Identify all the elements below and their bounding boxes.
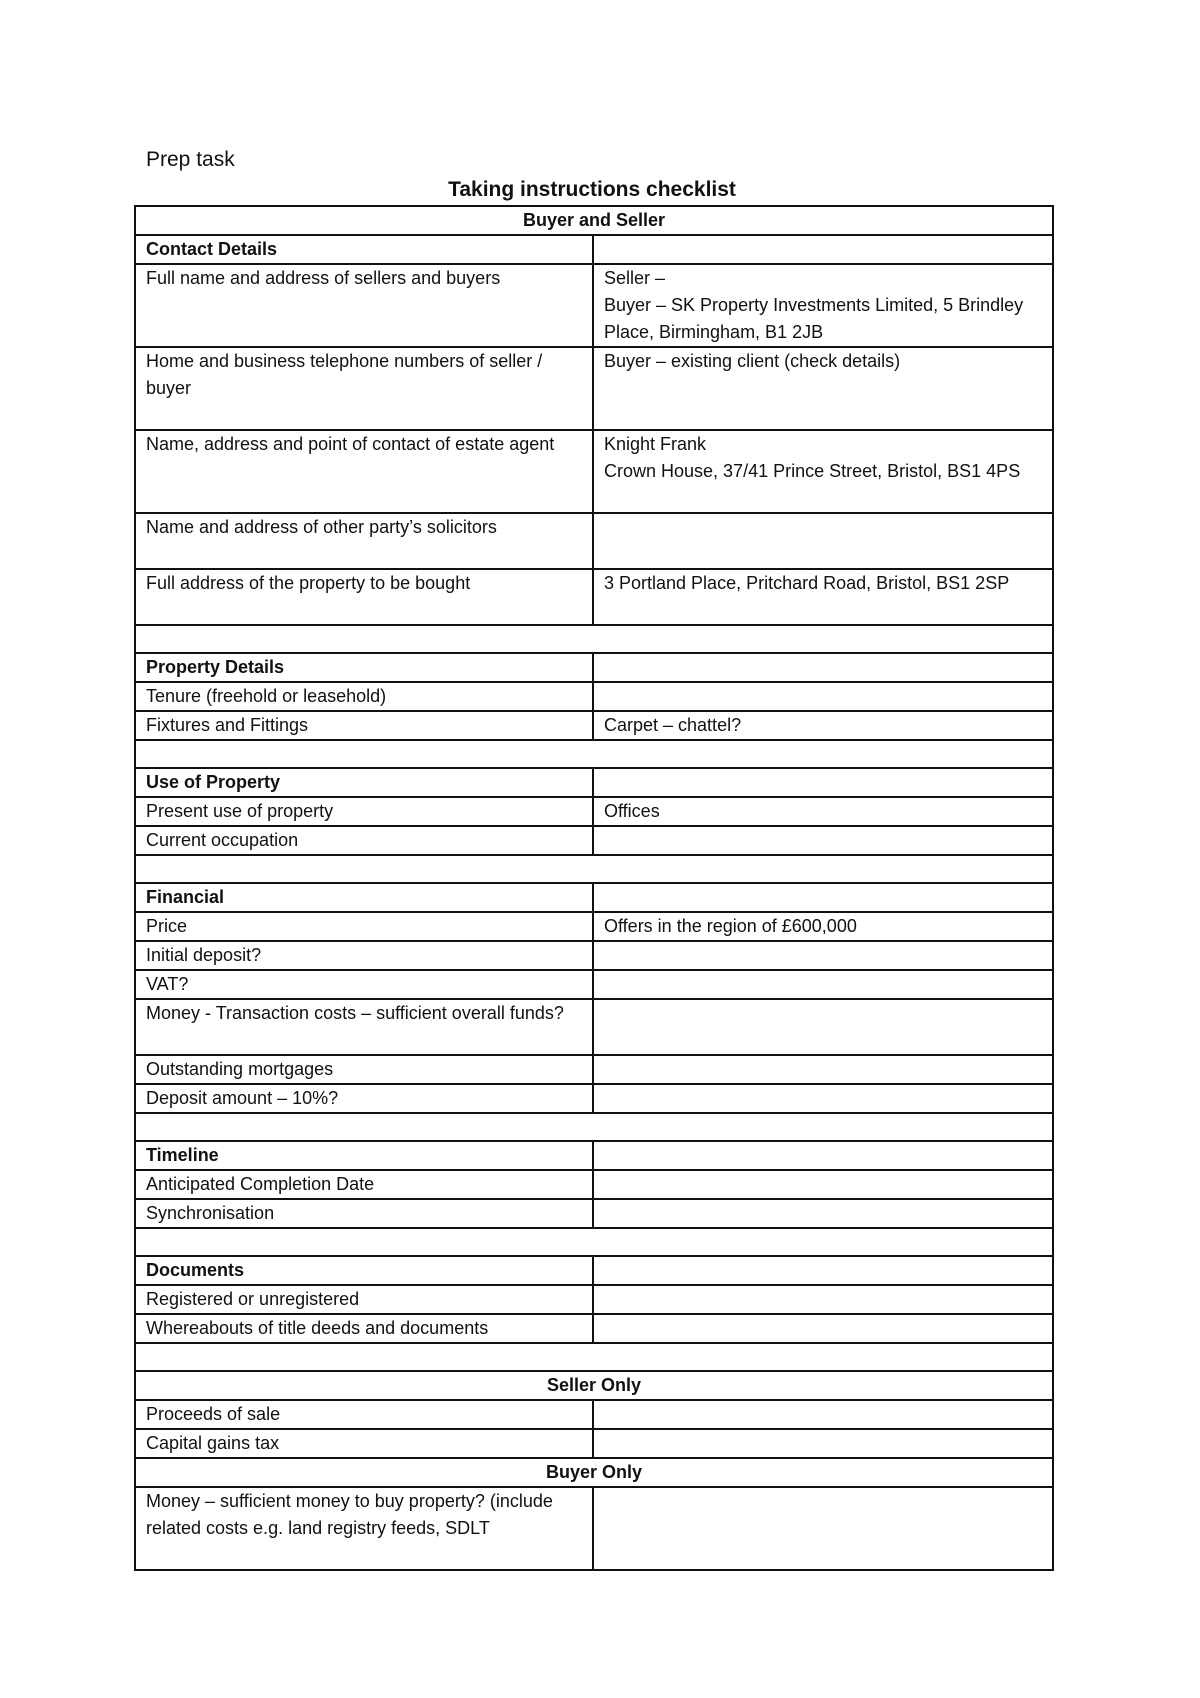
item-label: Money – sufficient money to buy property? (include related costs e.g. land registry feeds, SDLT [135, 1487, 593, 1570]
spacer-cell [135, 1228, 1053, 1256]
spacer-cell [135, 740, 1053, 768]
item-label: Home and business telephone numbers of seller / buyer [135, 347, 593, 430]
banner-heading: Buyer and Seller [135, 206, 1053, 235]
item-label: Present use of property [135, 797, 593, 826]
item-value [593, 1285, 1053, 1314]
checklist-row [135, 264, 1053, 347]
checklist-row [135, 711, 1053, 740]
item-value [593, 883, 1053, 912]
banner-row [135, 1371, 1053, 1400]
spacer-row [135, 1113, 1053, 1141]
spacer-cell [135, 1343, 1053, 1371]
item-label: Capital gains tax [135, 1429, 593, 1458]
item-label: Money - Transaction costs – sufficient overall funds? [135, 999, 593, 1055]
spacer-cell [135, 855, 1053, 883]
checklist-row [135, 826, 1053, 855]
checklist-row [135, 569, 1053, 625]
checklist-row [135, 912, 1053, 941]
section-heading: Use of Property [135, 768, 593, 797]
prep-task-label: Prep task [146, 148, 235, 171]
item-value: Offices [593, 797, 1053, 826]
item-label: Tenure (freehold or leasehold) [135, 682, 593, 711]
checklist-row [135, 1487, 1053, 1570]
item-label: Initial deposit? [135, 941, 593, 970]
spacer-cell [135, 1113, 1053, 1141]
section-row [135, 653, 1053, 682]
item-label: Synchronisation [135, 1199, 593, 1228]
spacer-row [135, 1228, 1053, 1256]
item-value: 3 Portland Place, Pritchard Road, Bristol, BS1 2SP [593, 569, 1053, 625]
item-value [593, 1429, 1053, 1458]
item-value: Offers in the region of £600,000 [593, 912, 1053, 941]
item-label: Proceeds of sale [135, 1400, 593, 1429]
section-heading: Property Details [135, 653, 593, 682]
item-label: Name and address of other party’s solicitors [135, 513, 593, 569]
checklist-row [135, 999, 1053, 1055]
item-value [593, 1199, 1053, 1228]
checklist-row [135, 1055, 1053, 1084]
item-label: Registered or unregistered [135, 1285, 593, 1314]
item-value [593, 970, 1053, 999]
section-heading: Financial [135, 883, 593, 912]
item-value [593, 826, 1053, 855]
checklist-row [135, 1400, 1053, 1429]
item-value [593, 682, 1053, 711]
checklist-row [135, 513, 1053, 569]
spacer-row [135, 855, 1053, 883]
item-value: Carpet – chattel? [593, 711, 1053, 740]
item-label: Current occupation [135, 826, 593, 855]
item-value [593, 1170, 1053, 1199]
instructions-checklist-table [134, 205, 1054, 1571]
spacer-row [135, 625, 1053, 653]
banner-row [135, 206, 1053, 235]
section-row [135, 768, 1053, 797]
spacer-cell [135, 625, 1053, 653]
checklist-row [135, 1170, 1053, 1199]
checklist-row [135, 1314, 1053, 1343]
section-row [135, 1141, 1053, 1170]
section-heading: Contact Details [135, 235, 593, 264]
item-value [593, 1400, 1053, 1429]
section-row [135, 235, 1053, 264]
item-value [593, 999, 1053, 1055]
checklist-row [135, 797, 1053, 826]
banner-row [135, 1458, 1053, 1487]
item-value [593, 1487, 1053, 1570]
checklist-row [135, 1199, 1053, 1228]
item-value [593, 653, 1053, 682]
item-value: Knight Frank Crown House, 37/41 Prince Street, Bristol, BS1 4PS [593, 430, 1053, 513]
item-label: Fixtures and Fittings [135, 711, 593, 740]
item-label: Full address of the property to be bought [135, 569, 593, 625]
item-label: Full name and address of sellers and buyers [135, 264, 593, 347]
banner-heading: Buyer Only [135, 1458, 1053, 1487]
banner-heading: Seller Only [135, 1371, 1053, 1400]
section-heading: Timeline [135, 1141, 593, 1170]
item-value [593, 513, 1053, 569]
item-label: Price [135, 912, 593, 941]
checklist-row [135, 1285, 1053, 1314]
document-title: Taking instructions checklist [448, 178, 736, 201]
item-label: Whereabouts of title deeds and documents [135, 1314, 593, 1343]
checklist-row [135, 1084, 1053, 1113]
checklist-row [135, 430, 1053, 513]
item-value [593, 941, 1053, 970]
spacer-row [135, 1343, 1053, 1371]
item-value: Buyer – existing client (check details) [593, 347, 1053, 430]
item-value [593, 1141, 1053, 1170]
item-value [593, 768, 1053, 797]
item-label: VAT? [135, 970, 593, 999]
item-label: Outstanding mortgages [135, 1055, 593, 1084]
item-value [593, 1084, 1053, 1113]
checklist-row [135, 941, 1053, 970]
checklist-row [135, 1429, 1053, 1458]
checklist-row [135, 347, 1053, 430]
item-label: Anticipated Completion Date [135, 1170, 593, 1199]
checklist-body [135, 206, 1053, 1570]
spacer-row [135, 740, 1053, 768]
section-row [135, 1256, 1053, 1285]
section-heading: Documents [135, 1256, 593, 1285]
checklist-row [135, 682, 1053, 711]
item-value: Seller – Buyer – SK Property Investments Limited, 5 Brindley Place, Birmingham, B1 2JB [593, 264, 1053, 347]
item-label: Deposit amount – 10%? [135, 1084, 593, 1113]
item-value [593, 1314, 1053, 1343]
section-row [135, 883, 1053, 912]
item-value [593, 235, 1053, 264]
item-value [593, 1256, 1053, 1285]
checklist-row [135, 970, 1053, 999]
item-label: Name, address and point of contact of estate agent [135, 430, 593, 513]
item-value [593, 1055, 1053, 1084]
